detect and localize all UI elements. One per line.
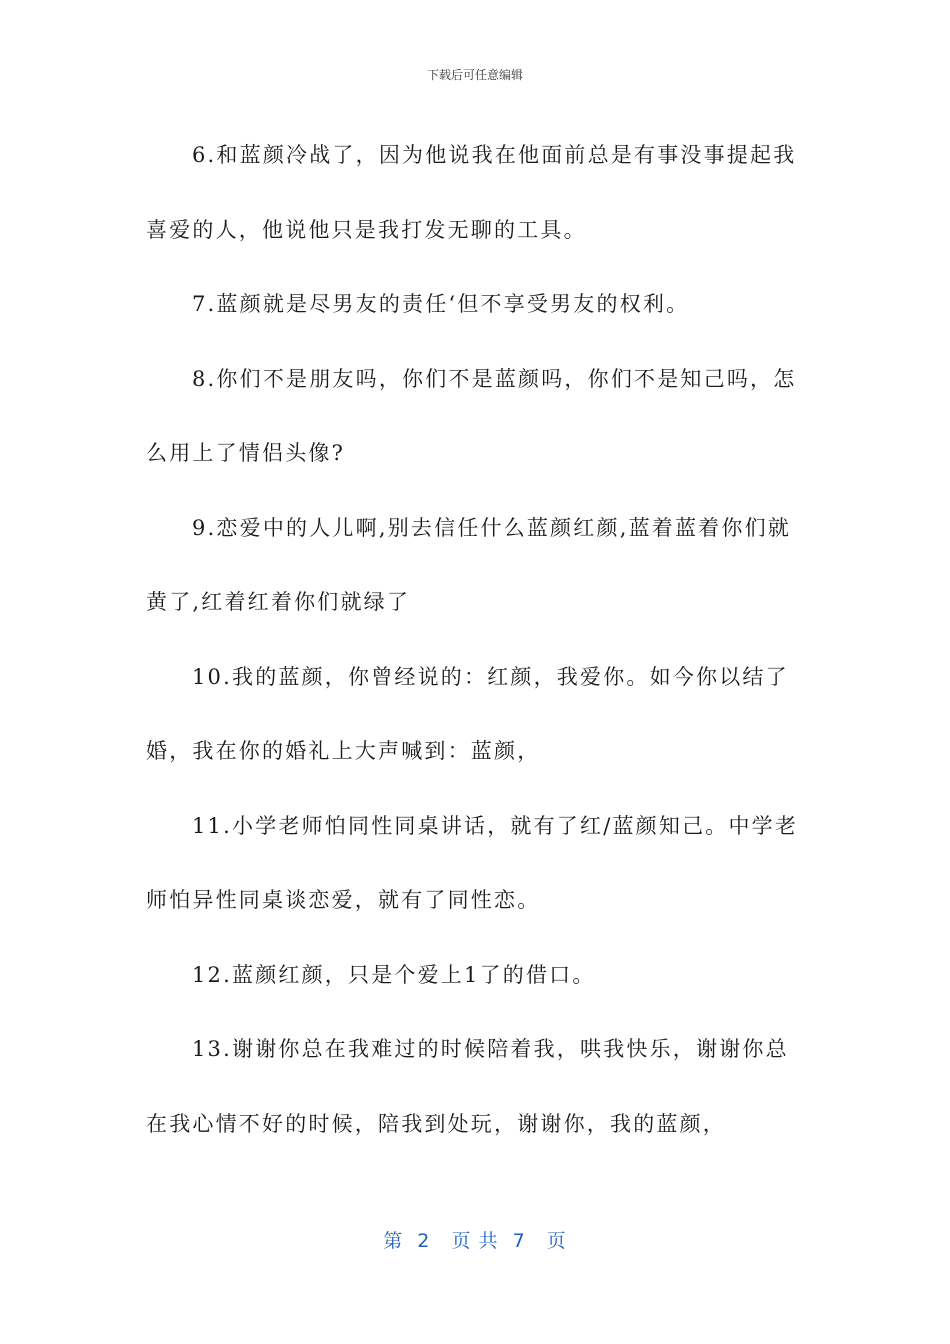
paragraph-10: 10.我的蓝颜，你曾经说的：红颜，我爱你。如今你以结了婚，我在你的婚礼上大声喊到：蓝颜， xyxy=(146,664,789,763)
document-body xyxy=(146,118,806,1161)
paragraph-13: 13.谢谢你总在我难过的时候陪着我，哄我快乐，谢谢你总在我心情不好的时候，陪我到处玩，谢谢你，我的蓝颜， xyxy=(146,1037,789,1136)
paragraph-8: 8.你们不是朋友吗，你们不是蓝颜吗，你们不是知己吗，怎么用上了情侣头像? xyxy=(146,366,797,465)
paragraph-7: 7.蓝颜就是尽男友的责任‘但不享受男友的权利。 xyxy=(192,292,690,316)
paragraph-12: 12.蓝颜红颜，只是个爱上1了的借口。 xyxy=(192,962,596,987)
page-number-footer: 第 2 页 共 7 页 xyxy=(383,1230,567,1252)
paragraph-6: 6.和蓝颜冷战了，因为他说我在他面前总是有事没事提起我喜爱的人，他说他只是我打发无聊的工具。 xyxy=(146,143,797,242)
paragraph-9: 9.恋爱中的人儿啊,别去信任什么蓝颜红颜,蓝着蓝着你们就黄了,红着红着你们就绿了 xyxy=(146,515,791,614)
page-header: 下载后可任意编辑 xyxy=(426,68,523,82)
paragraph-11: 11.小学老师怕同性同桌讲话，就有了红/蓝颜知己。中学老师怕异性同桌谈恋爱，就有了同性恋。 xyxy=(146,813,799,912)
